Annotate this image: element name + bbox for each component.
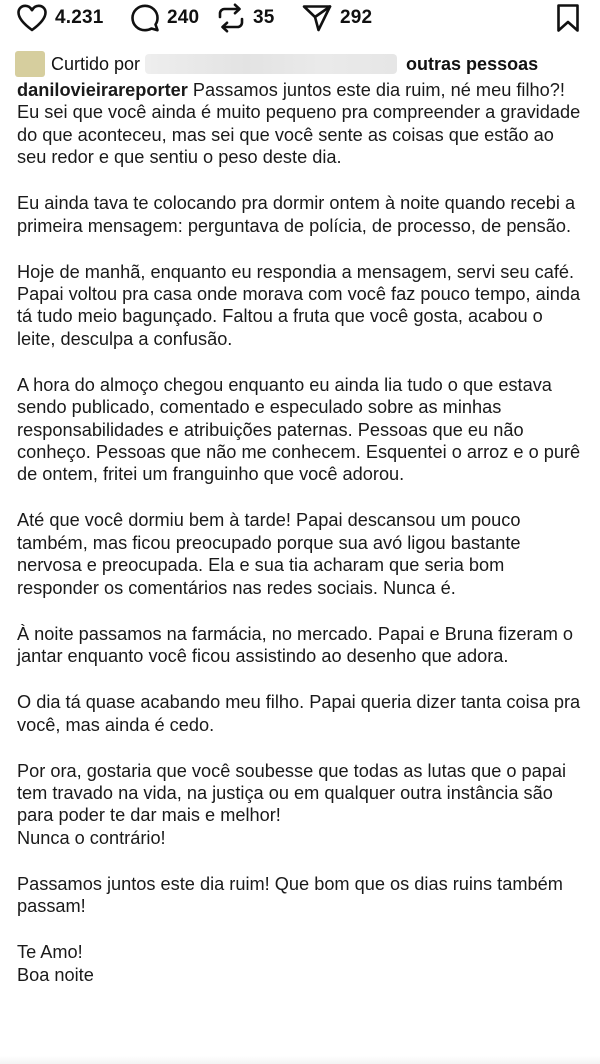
liked-by-prefix: Curtido por xyxy=(51,53,141,74)
like-action[interactable] xyxy=(17,3,104,33)
caption-paragraph-text: Passamos juntos este dia ruim, né meu filho?! Eu sei que você ainda é muito pequeno pra compreender a gravidade do que aconteceu, mas sei que você sente as coisas que estão ao seu redor e que sentiu o peso deste dia. xyxy=(17,80,581,168)
like-count: 4.231 xyxy=(55,7,104,28)
repost-icon[interactable] xyxy=(217,3,245,33)
caption-paragraph: Passamos juntos este dia ruim! Que bom que os dias ruins também passam! xyxy=(17,873,563,917)
repost-count: 35 xyxy=(253,7,275,28)
caption-username[interactable]: danilovieirareporter xyxy=(17,80,188,100)
heart-icon[interactable] xyxy=(17,4,47,32)
caption-paragraph xyxy=(17,79,585,169)
post-action-bar xyxy=(0,0,600,40)
caption-paragraph: A hora do almoço chegou enquanto eu ainda lia tudo o que estava sendo publicado, comentado e especulado sobre as minhas responsabilidades e atribuições paternas. Pessoas que eu não conheço. Pessoas que não me conhecem. Esquentei o arroz e o purê de ontem, fritei um franguinho que você adorou. xyxy=(17,374,581,485)
send-icon[interactable] xyxy=(302,4,332,32)
caption-paragraph: Até que você dormiu bem à tarde! Papai descansou um pouco também, mas ficou preocupado porque sua avó ligou bastante nervosa e preocupada. Ela e sua tia acharam que seria bom responder os comentários nas redes sociais. Nunca é. xyxy=(17,510,521,598)
bottom-edge xyxy=(0,1056,600,1064)
comment-bubble-icon[interactable] xyxy=(131,4,159,32)
caption-paragraph: À noite passamos na farmácia, no mercado. Papai e Bruna fizeram o jantar enquanto você ficou assistindo ao desenho que adora. xyxy=(17,623,574,667)
liker-avatar[interactable] xyxy=(15,51,45,77)
comment-count: 240 xyxy=(167,7,200,28)
blurred-username xyxy=(145,54,397,74)
bookmark-icon[interactable] xyxy=(556,3,580,33)
caption-paragraph: Por ora, gostaria que você soubesse que todas as lutas que o papai tem travado na vida, na justiça ou em qualquer outra instância são para poder te dar mais e melhor! Nunca o contrário! xyxy=(17,760,567,848)
save-action[interactable] xyxy=(556,3,580,38)
repost-action[interactable] xyxy=(217,3,275,33)
caption-paragraph: Eu ainda tava te colocando pra dormir ontem à noite quando recebi a primeira mensagem: perguntava de polícia, de processo, de pensão. xyxy=(17,193,576,236)
caption-paragraph: Hoje de manhã, enquanto eu respondia a mensagem, servi seu café. Papai voltou pra casa onde morava com você faz pouco tempo, ainda tá tudo meio bagunçado. Faltou a fruta que você gosta, acabou o leite, desculpa a confusão. xyxy=(17,261,581,349)
comment-action[interactable] xyxy=(131,3,199,33)
liked-by-row[interactable] xyxy=(15,50,585,78)
liked-by-others-link[interactable]: outras pessoas xyxy=(406,53,539,74)
share-action[interactable] xyxy=(302,3,372,33)
share-count: 292 xyxy=(340,7,373,28)
caption-paragraph: O dia tá quase acabando meu filho. Papai queria dizer tanta coisa pra você, mas ainda é cedo. xyxy=(17,692,581,735)
post-caption xyxy=(17,79,585,1010)
caption-paragraph: Te Amo! Boa noite xyxy=(17,942,94,985)
